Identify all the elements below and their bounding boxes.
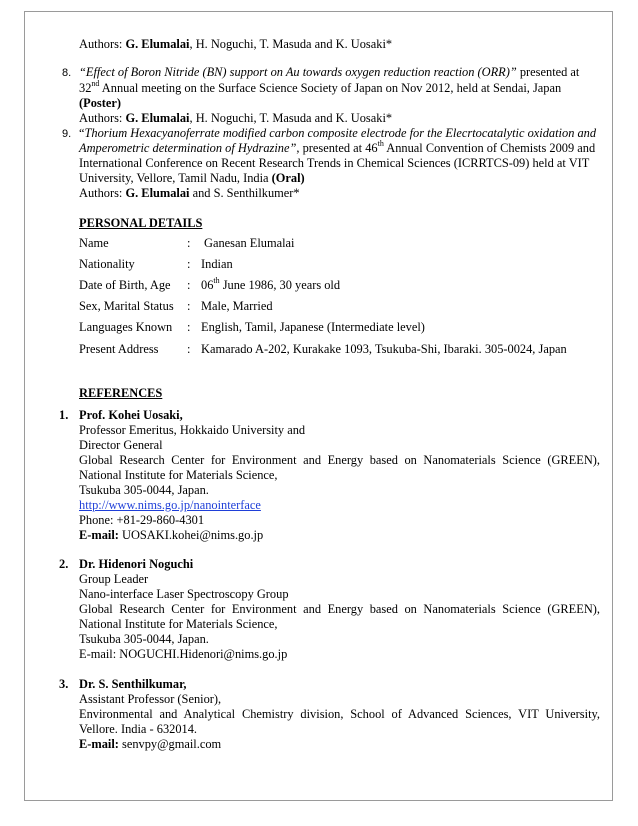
ref1-center: Global Research Center for Environment and Energy based on Nanomaterials Science (GREEN), — [79, 453, 600, 467]
ref2-name: Dr. Hidenori Noguchi — [79, 557, 194, 571]
author-highlight: G. Elumalai — [125, 111, 190, 125]
pub9-line3: International Conference on Recent Research Trends in Chemical Sciences (ICRRTCS-09) held at VIT — [79, 156, 590, 170]
ref1-title: Director General — [79, 438, 163, 452]
row-label: Date of Birth, Age — [79, 278, 171, 292]
personal-details-heading: PERSONAL DETAILS — [79, 216, 203, 230]
email-value: senvpy@gmail.com — [118, 737, 222, 751]
pub8-type: (Poster) — [79, 96, 121, 110]
pub9-line2 — [79, 138, 596, 156]
row-value: Ganesan Elumalai — [204, 236, 295, 250]
ref2-number: 2. — [59, 557, 69, 571]
email-label: E-mail: — [79, 737, 119, 751]
row-label: Languages Known — [79, 320, 173, 334]
email-label: E-mail: — [79, 528, 119, 542]
author-highlight: G. Elumalai — [125, 186, 190, 200]
authors-prefix: Authors: — [79, 186, 126, 200]
ref3-name: Dr. S. Senthilkumar, — [79, 677, 187, 691]
ref1-url — [79, 498, 261, 513]
row-label: Name — [79, 236, 109, 250]
row-label: Present Address — [79, 342, 159, 356]
row-value: English, Tamil, Japanese (Intermediate level) — [201, 320, 425, 334]
ref1-institute: National Institute for Materials Science, — [79, 468, 278, 482]
pub8-title: “Effect of Boron Nitride (BN) support on Au towards oxygen reduction reaction (ORR)” — [79, 65, 517, 79]
ref3-email — [79, 737, 221, 752]
pub8-ordinal-suffix: nd — [91, 78, 100, 88]
email-value: UOSAKI.kohei@nims.go.jp — [118, 528, 264, 542]
ref2-position: Group Leader — [79, 572, 149, 586]
pub9-title-part2: Amperometric determination of Hydrazine” — [79, 141, 297, 155]
ref2-email: E-mail: NOGUCHI.Hidenori@nims.go.jp — [79, 647, 288, 661]
dob-day: 06 — [201, 278, 214, 292]
ref1-phone: Phone: +81-29-860-4301 — [79, 513, 205, 527]
pub9-ordinal-suffix: th — [377, 138, 384, 148]
dob-rest: June 1986, 30 years old — [219, 278, 341, 292]
row-colon: : — [187, 257, 191, 271]
pub8-authors — [79, 111, 392, 126]
ref2-address: Tsukuba 305-0044, Japan. — [79, 632, 209, 646]
row-label: Nationality — [79, 257, 135, 271]
pub8-venue: Annual meeting on the Surface Science Society of Japan on Nov 2012, held at Sendai, Japan — [99, 81, 562, 95]
ref1-email — [79, 528, 263, 543]
row-value: Male, Married — [201, 299, 273, 313]
pub9-location: University, Vellore, Tamil Nadu, India — [79, 171, 272, 185]
ref2-group: Nano-interface Laser Spectroscopy Group — [79, 587, 289, 601]
authors-prefix: Authors: — [79, 111, 126, 125]
open-quote: “ — [79, 126, 85, 140]
pub8-line2 — [79, 78, 562, 96]
ref3-position: Assistant Professor (Senior), — [79, 692, 222, 706]
row-colon: : — [187, 320, 191, 334]
pub9-presented: , presented at 46 — [296, 141, 378, 155]
pub9-title-part1: Thorium Hexacyanoferrate modified carbon composite electrode for the Elecrtocatalytic oxidation and — [84, 126, 597, 140]
row-value: Kamarado A-202, Kurakake 1093, Tsukuba-Shi, Ibaraki. 305-0024, Japan — [201, 342, 567, 356]
row-colon: : — [187, 299, 191, 313]
ref3-department: Environmental and Analytical Chemistry division, School of Advanced Sciences, VIT University, — [79, 707, 600, 721]
ref1-name: Prof. Kohei Uosaki, — [79, 408, 183, 422]
pub8-after-title: presented at — [516, 65, 580, 79]
row-value: Indian — [201, 257, 233, 271]
pub9-authors — [79, 186, 300, 201]
pub9-convention: Annual Convention of Chemists 2009 and — [383, 141, 596, 155]
ref1-address: Tsukuba 305-0044, Japan. — [79, 483, 209, 497]
row-colon: : — [187, 342, 191, 356]
references-heading: REFERENCES — [79, 386, 163, 400]
pub9-number: 9. — [62, 128, 72, 140]
ref2-center: Global Research Center for Environment and Energy based on Nanomaterials Science (GREEN), — [79, 602, 600, 616]
pub9-line4 — [79, 171, 305, 186]
pub8-number: 8. — [62, 67, 72, 79]
ref3-number: 3. — [59, 677, 69, 691]
ref2-institute: National Institute for Materials Science, — [79, 617, 278, 631]
row-colon: : — [187, 236, 191, 250]
row-colon: : — [187, 278, 191, 292]
pub8-line1 — [79, 65, 579, 80]
row-label: Sex, Marital Status — [79, 299, 174, 313]
author-highlight: G. Elumalai — [125, 37, 190, 51]
authors-rest: and S. Senthilkumer* — [189, 186, 300, 200]
pub8-ordinal: 32 — [79, 81, 92, 95]
row-value — [201, 275, 341, 293]
dob-suffix: th — [213, 275, 220, 285]
prev-pub-authors — [79, 37, 392, 52]
authors-rest: , H. Noguchi, T. Masuda and K. Uosaki* — [189, 111, 393, 125]
ref1-url-link[interactable]: http://www.nims.go.jp/nanointerface — [79, 498, 261, 512]
ref3-address: Vellore. India - 632014. — [79, 722, 198, 736]
ref1-position: Professor Emeritus, Hokkaido University and — [79, 423, 306, 437]
authors-prefix: Authors: — [79, 37, 126, 51]
authors-rest: , H. Noguchi, T. Masuda and K. Uosaki* — [189, 37, 393, 51]
ref1-number: 1. — [59, 408, 69, 422]
pub9-line1 — [79, 126, 596, 141]
pub9-type: (Oral) — [271, 171, 305, 185]
